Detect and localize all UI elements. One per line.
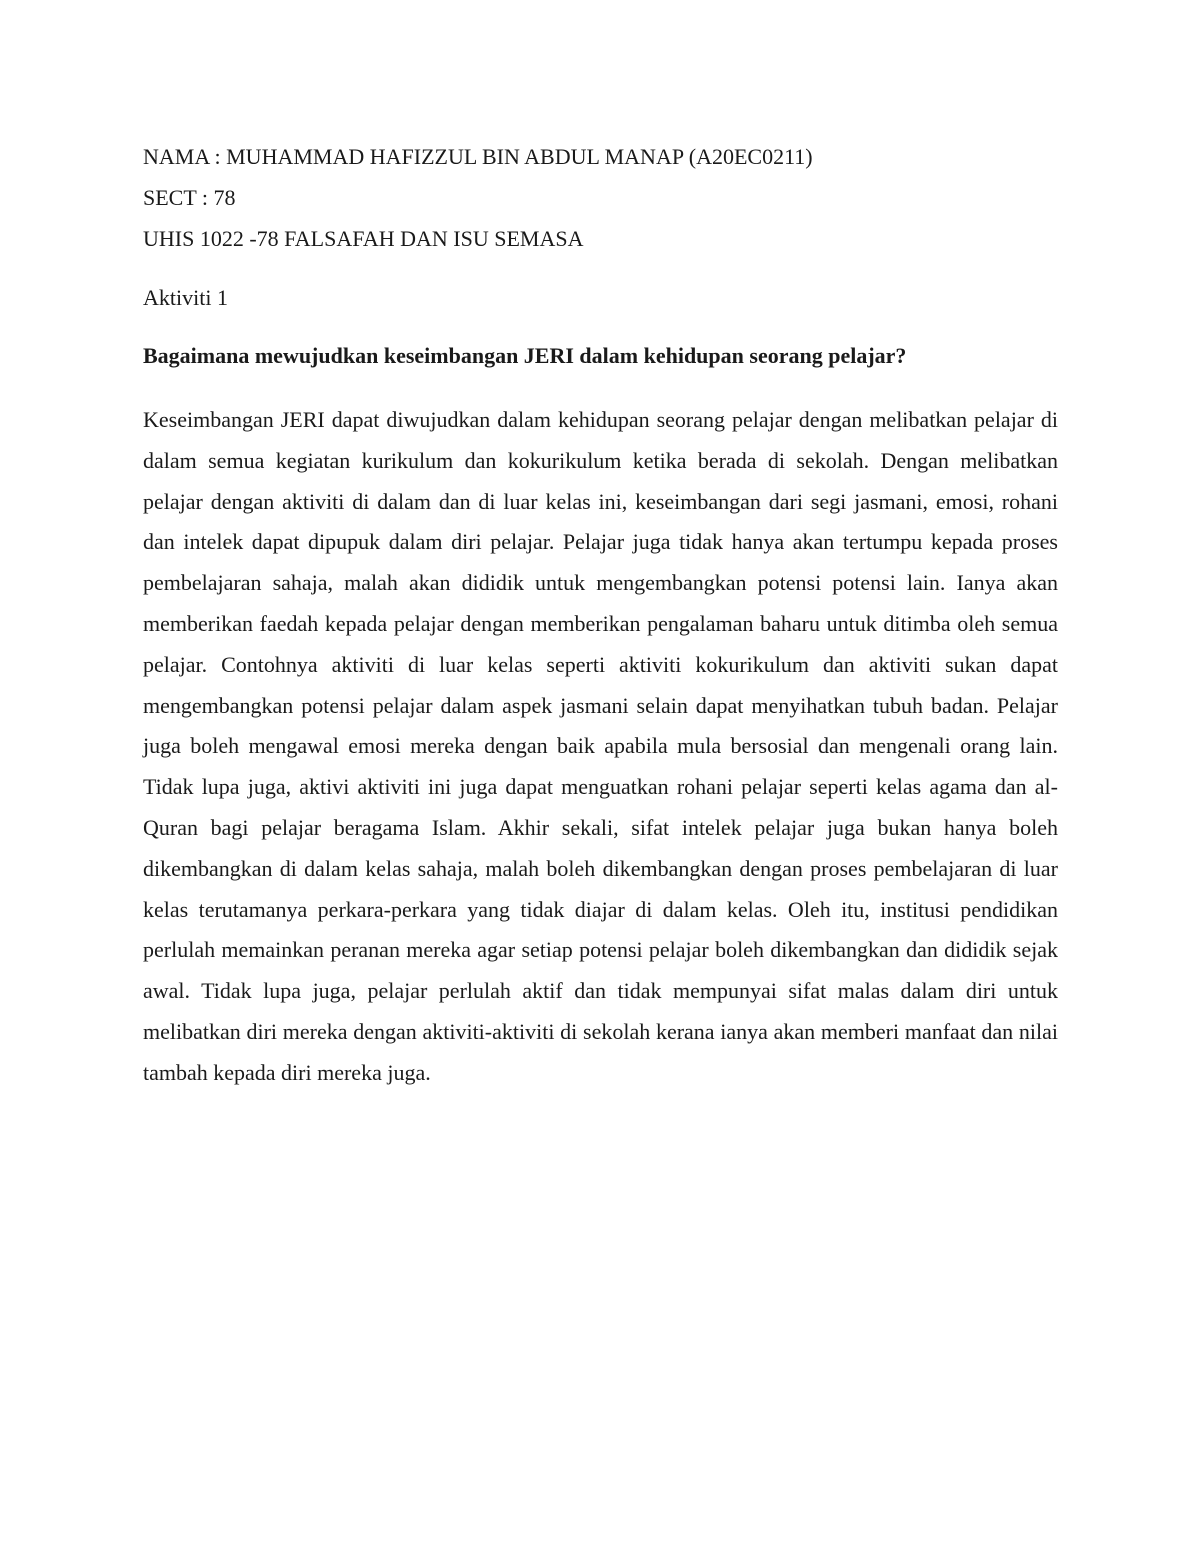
answer-paragraph: Keseimbangan JERI dapat diwujudkan dalam kehidupan seorang pelajar dengan melibatkan pelajar di dalam semua kegiatan kurikulum dan kokurikulum ketika berada di sekolah. Dengan melibatkan pelajar dengan aktiviti di dalam dan di luar kelas ini, keseimbangan dari segi jasmani, emosi, rohani dan intelek dapat dipupuk dalam diri pelajar. Pelajar juga tidak hanya akan tertumpu kepada proses pembelajaran sahaja, malah akan dididik untuk mengembangkan potensi potensi lain. Ianya akan memberikan faedah kepada pelajar dengan memberikan pengalaman baharu untuk ditimba oleh semua pelajar. Contohnya aktiviti di luar kelas seperti aktiviti kokurikulum dan aktiviti sukan dapat mengembangkan potensi pelajar dalam aspek jasmani selain dapat menyihatkan tubuh badan. Pelajar juga boleh mengawal emosi mereka dengan baik apabila mula bersosial dan mengenali orang lain. Tidak lupa juga, aktivi aktiviti ini juga dapat menguatkan rohani pelajar seperti kelas agama dan al-Quran bagi pelajar beragama Islam. Akhir sekali, sifat intelek pelajar juga bukan hanya boleh dikembangkan di dalam kelas sahaja, malah boleh dikembangkan dengan proses pembelajaran di luar kelas terutamanya perkara-perkara yang tidak diajar di dalam kelas. Oleh itu, institusi pendidikan perlulah memainkan peranan mereka agar setiap potensi pelajar boleh dikembangkan dan dididik sejak awal. Tidak lupa juga, pelajar perlulah aktif dan tidak mempunyai sifat malas dalam diri untuk melibatkan diri mereka dengan aktiviti-aktiviti di sekolah kerana ianya akan memberi manfaat dan nilai tambah kepada diri mereka juga. bbox=[143, 407, 1058, 1085]
student-name-line: NAMA : MUHAMMAD HAFIZZUL BIN ABDUL MANAP (A20EC0211) bbox=[143, 144, 813, 169]
section-line: SECT : 78 bbox=[143, 185, 236, 210]
activity-title: Aktiviti 1 bbox=[143, 285, 228, 310]
question-heading: Bagaimana mewujudkan keseimbangan JERI dalam kehidupan seorang pelajar? bbox=[143, 343, 907, 368]
course-line: UHIS 1022 -78 FALSAFAH DAN ISU SEMASA bbox=[143, 226, 584, 251]
